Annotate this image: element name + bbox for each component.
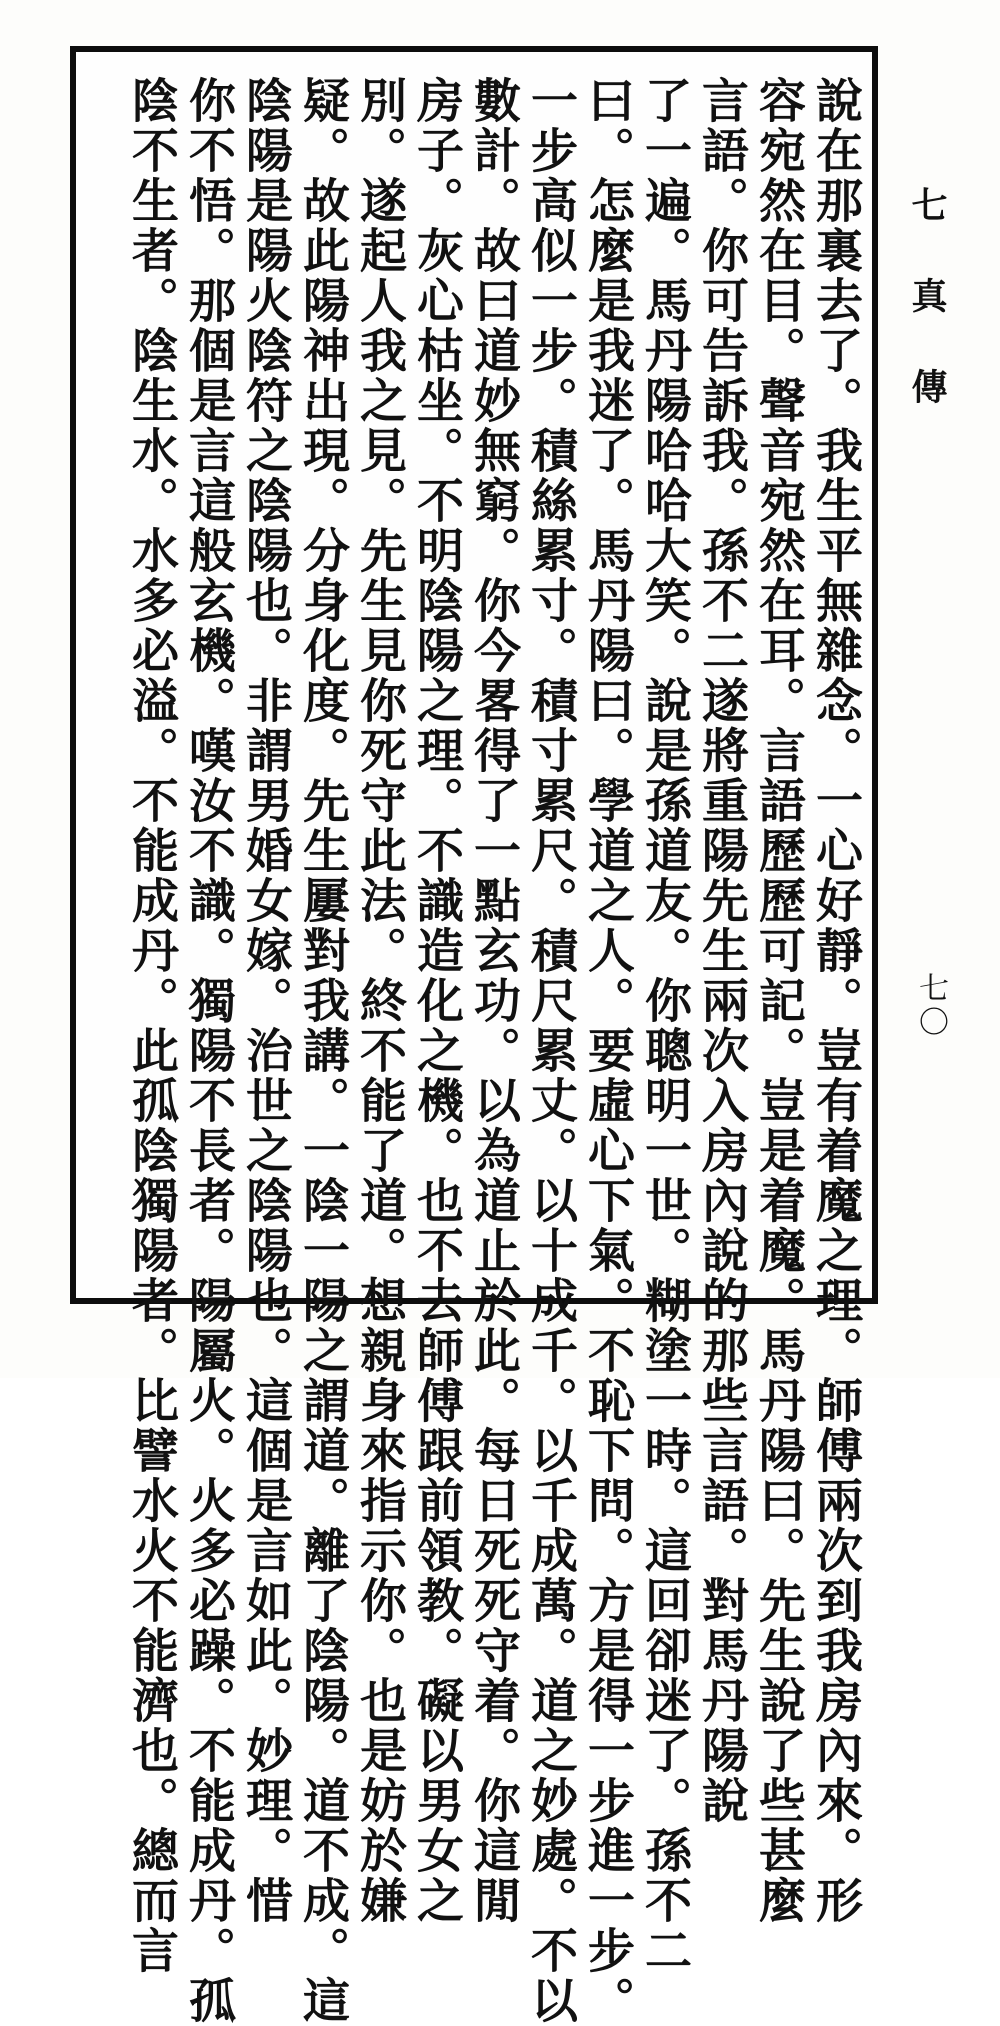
text-column-1: 說在那裏去了。我生平無雜念。一心好靜。豈有着魔之理。師傅兩次到我房內來。形 xyxy=(808,76,863,1926)
text-column-12: 你不悟。那個是言這般玄機。嘆汝不識。獨陽不長者。陽屬火。火多必躁。不能成丹。孤 xyxy=(181,76,236,2026)
text-column-2: 容宛然在目。聲音宛然在耳。言語歷歷可記。豈是着魔。馬丹陽曰。先生說了些甚麼 xyxy=(751,76,806,1926)
text-column-3: 言語。你可告訴我。孫不二遂將重陽先生兩次入房內說的那些言語。對馬丹陽說 xyxy=(694,76,749,1826)
vertical-text-block xyxy=(124,76,863,2026)
text-frame xyxy=(70,46,878,2026)
text-column-5: 曰。怎麼是我迷了。馬丹陽曰。學道之人。要虛心下氣。不恥下問。方是得一步進一步。 xyxy=(580,76,635,2026)
text-column-8: 房子。灰心枯坐。不明陰陽之理。不識造化之機。也不去師傅跟前領教。礙以男女之 xyxy=(409,76,464,1926)
margin-book-title: 七真傳 xyxy=(906,186,948,459)
text-column-11: 陰陽是陽火陰符之陰陽也。非謂男婚女嫁。治世之陰陽也。這個是言如此。妙理。惜 xyxy=(238,76,293,1926)
page-number: 七〇 xyxy=(913,972,948,1040)
text-column-10: 疑。故此陽神出現。分身化度。先生屢對我講。一陰一陽之謂道。離了陰陽。道不成。這 xyxy=(295,76,350,2026)
text-column-7: 數計。故曰道妙無窮。你今畧得了一點玄功。以為道止於此。每日死死守着。你這閒 xyxy=(466,76,521,1926)
text-column-9: 別。遂起人我之見。先生見你死守此法。終不能了道。想親身來指示你。也是妨於嫌 xyxy=(352,76,407,1926)
text-column-6: 一步高似一步。積絲累寸。積寸累尺。積尺累丈。以十成千。以千成萬。道之妙處。不以 xyxy=(523,76,578,2026)
text-column-4: 了一遍。馬丹陽哈哈大笑。說是孫道友。你聰明一世。糊塗一時。這回卻迷了。孫不二 xyxy=(637,76,692,1976)
text-column-13: 陰不生者。陰生水。水多必溢。不能成丹。此孤陰獨陽者。比譬水火不能濟也。總而言 xyxy=(124,76,179,1976)
